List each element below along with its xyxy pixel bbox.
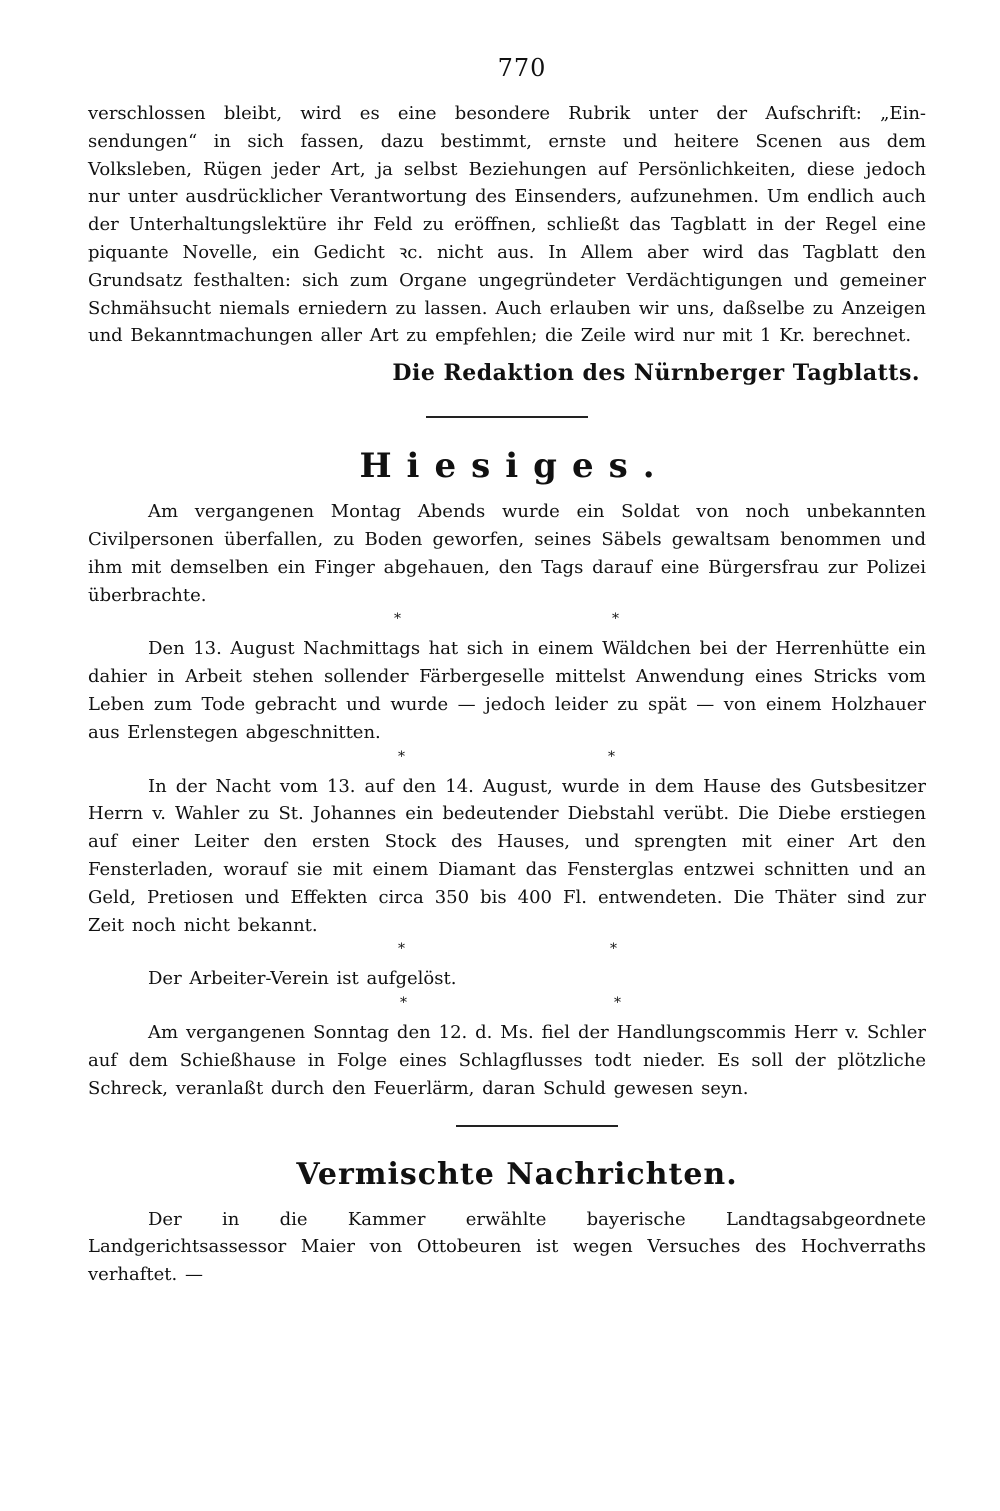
page-number: 770 [497, 54, 547, 82]
separator-star: * [398, 748, 405, 765]
article-suicide-report: Den 13. August Nachmittags hat sich in einem Wäldchen bei der Herrenhütte ein dahier in Arbeit stehen sollender Färbergeselle mittelst Anwendung eines Stricks vom Leben zum Tode gebracht und wurde — jedoch leider zu spät — von einem Holzhauer aus Erlenstegen abgeschnitten. [88, 638, 926, 743]
section-title-hiesiges: Hiesiges. [359, 446, 670, 487]
article-soldier-attack: Am vergangenen Montag Abends wurde ein Soldat von noch unbekannten Civilpersonen überfallen, zu Boden geworfen, seines Säbels gewaltsam benommen und ihm mit demselben ein Finger abgehauen, den Tags darauf eine Bürgersfrau zur Polizei überbrachte. [88, 501, 926, 606]
intro-paragraph-main: sendungen“ in sich fassen, dazu bestimmt, ernste und heitere Scenen aus dem Volksleben, Rügen jeder Art, ja selbst Beziehungen auf Persönlichkeiten, diese jedoch nur unter ausdrücklicher Verantwortung des Einsenders, aufzunehmen. Um endlich auch der Unterhaltungslektüre ihr Feld zu eröffnen, schließt das Tagblatt in der Regel eine piquante Novelle, ein Gedicht ꝛc. nicht aus. In Allem aber wird das Tagblatt den Grundsatz festhalten: sich zum Organe ungegründeter Verdächtigungen und gemeiner Schmähsucht niemals erniedern zu lassen. Auch erlauben wir uns, daßselbe zu Anzeigen und Bekanntmachungen aller Art zu empfehlen; die Zeile wird nur mit 1 Kr. berechnet. [88, 130, 926, 347]
vermischte-section [88, 1157, 926, 1289]
separator-star: * [400, 995, 407, 1012]
hiesiges-section [88, 446, 926, 1102]
article-separator [88, 993, 926, 1019]
article-separator [88, 939, 926, 965]
article-theft-report: In der Nacht vom 13. auf den 14. August, wurde in dem Hause des Gutsbesitzer Herrn v. Wahler zu St. Johannes ein bedeutender Diebstahl verübt. Die Diebe erstiegen auf einer Leiter den ersten Stock des Hauses, und sprengten mit einer Art den Fensterladen, worauf sie mit einem Diamant das Fensterglas entzwei schnitten und an Geld, Pretiosen und Effekten circa 350 bis 400 Fl. entwendeten. Die Thäter sind zur Zeit noch nicht bekannt. [88, 775, 926, 936]
section-title-vermischte: Vermischte Nachrichten. [296, 1156, 738, 1192]
separator-star: * [614, 995, 621, 1012]
newspaper-page [88, 54, 926, 1289]
intro-paragraph-start: verschlossen bleibt, wird es eine besondere Rubrik unter der Aufschrift: „Ein- [88, 103, 926, 124]
separator-star: * [610, 941, 617, 958]
article-separator [88, 747, 926, 773]
section-divider [426, 416, 588, 418]
separator-star: * [394, 611, 401, 628]
article-sudden-death: Am vergangenen Sonntag den 12. d. Ms. fiel der Handlungscommis Herr v. Schler auf dem Schießhause in Folge eines Schlagflusses todt nieder. Es soll der plötzliche Schreck, veranlaßt durch den Feuerlärm, daran Schuld gewesen seyn. [88, 1022, 926, 1099]
separator-star: * [398, 941, 405, 958]
intro-section [88, 100, 926, 386]
editorial-signature: Die Redaktion des Nürnberger Tagblatts. [392, 360, 920, 387]
article-arrest-report: Der in die Kammer erwählte bayerische Landtagsabgeordnete Landgerichtsassessor Maier von Ottobeuren ist wegen Versuches des Hochverraths verhaftet. — [88, 1208, 926, 1286]
separator-star: * [608, 748, 615, 765]
separator-star: * [612, 611, 619, 628]
article-workers-association: Der Arbeiter-Verein ist aufgelöst. [148, 968, 457, 990]
section-divider [456, 1125, 618, 1127]
article-separator [88, 609, 926, 635]
